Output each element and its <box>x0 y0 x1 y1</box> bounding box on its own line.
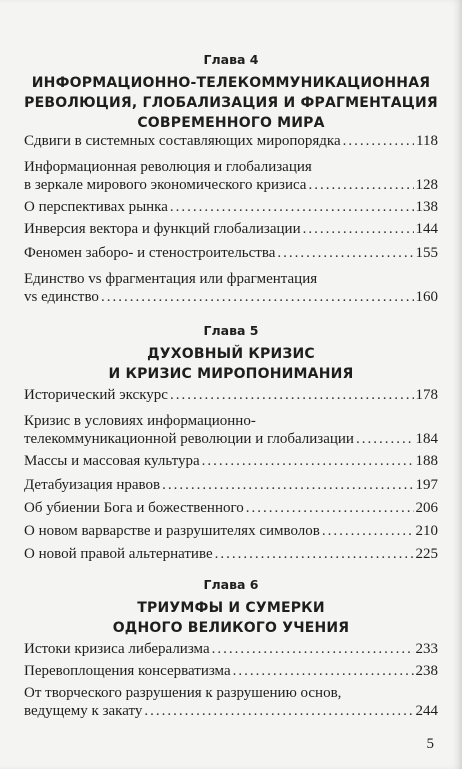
toc-page-number: 188 <box>415 453 438 469</box>
toc-entry-title: Истоки кризиса либерализма <box>24 641 210 657</box>
toc-entry-title: О перспективах рынка <box>24 199 168 215</box>
dot-leader <box>101 288 414 306</box>
toc-entry-title: Массы и массовая культура <box>24 453 200 469</box>
dot-leader <box>233 662 414 680</box>
toc-entry-title-cont: телекоммуникационной революции и глобализации <box>24 431 354 447</box>
toc-page-number: 244 <box>415 703 438 719</box>
dot-leader <box>343 132 414 150</box>
toc-entry-title: От творческого разрушения к разрушению основ, <box>24 685 342 701</box>
chapter-title-line: ТРИУМФЫ И СУМЕРКИ <box>137 600 325 616</box>
toc-entry[interactable] <box>24 662 438 680</box>
chapter-title-line: ИНФОРМАЦИОННО-ТЕЛЕКОММУНИКАЦИОННАЯ <box>31 75 431 91</box>
toc-entry[interactable] <box>24 640 438 658</box>
toc-entry[interactable] <box>24 452 438 470</box>
chapter-5-heading <box>0 323 462 384</box>
dot-leader <box>144 702 413 720</box>
chapter-title-line: И КРИЗИС МИРОПОНИМАНИЯ <box>108 366 354 382</box>
toc-page-number: 206 <box>415 500 438 516</box>
toc-page-number: 197 <box>415 477 438 493</box>
toc-entry[interactable] <box>24 386 438 404</box>
toc-entry-title: Единство vs фрагментация или фрагментация <box>24 271 318 287</box>
toc-entry-title: Кризис в условиях информационно- <box>24 413 256 429</box>
dot-leader <box>202 452 414 470</box>
dot-leader <box>215 545 414 563</box>
toc-entry[interactable] <box>24 158 438 194</box>
toc-page-number: 160 <box>415 289 438 305</box>
toc-entry-title-cont: vs единство <box>24 289 99 305</box>
toc-entry-title: О новом варварстве и разрушителях символов <box>24 523 320 539</box>
toc-entry[interactable] <box>24 684 438 720</box>
toc-entry[interactable] <box>24 476 438 494</box>
toc-entry[interactable] <box>24 270 438 306</box>
toc-entry-title: Исторический экскурс <box>24 387 168 403</box>
toc-entry-title: Об убиении Бога и божественного <box>24 500 244 516</box>
toc-page-number: 128 <box>415 177 438 193</box>
toc-entry[interactable] <box>24 244 438 262</box>
toc-entry[interactable] <box>24 220 438 238</box>
toc-entry[interactable] <box>24 412 438 448</box>
chapter-title-line: ОДНОГО ВЕЛИКОГО УЧЕНИЯ <box>112 620 350 636</box>
toc-entry-title: Перевоплощения консерватизма <box>24 663 231 679</box>
toc-entry[interactable] <box>24 132 438 150</box>
toc-page-number: 210 <box>415 523 438 539</box>
dot-leader <box>277 244 413 262</box>
toc-entry-title: Феномен заборо- и стеностроительства <box>24 245 276 261</box>
dot-leader <box>303 220 414 238</box>
toc-page-number: 144 <box>415 221 438 237</box>
dot-leader <box>170 198 414 216</box>
dot-leader <box>162 476 413 494</box>
chapter-6-heading <box>0 577 462 638</box>
dot-leader <box>170 386 414 404</box>
chapter-number: Глава 4 <box>203 52 259 67</box>
toc-entry-title: Информационная революция и глобализация <box>24 159 312 175</box>
toc-page-number: 118 <box>416 133 438 149</box>
dot-leader <box>246 499 414 517</box>
chapter-number: Глава 5 <box>203 323 259 338</box>
toc-page-number: 225 <box>415 546 438 562</box>
toc-entry[interactable] <box>24 522 438 540</box>
chapter-title-line: РЕВОЛЮЦИЯ, ГЛОБАЛИЗАЦИЯ И ФРАГМЕНТАЦИЯ <box>24 95 438 111</box>
toc-entry-title: Детабуизация нравов <box>24 477 161 493</box>
chapter-title-line: ДУХОВНЫЙ КРИЗИС <box>147 346 315 362</box>
toc-page-number: 178 <box>415 387 438 403</box>
toc-entry[interactable] <box>24 499 438 517</box>
toc-page-number: 138 <box>415 199 438 215</box>
dot-leader <box>308 176 413 194</box>
toc-entry[interactable] <box>24 198 438 216</box>
toc-entry-title: Сдвиги в системных составляющих миропорядка <box>24 133 341 149</box>
toc-page-number: 238 <box>415 663 438 679</box>
toc-page-number: 184 <box>415 431 438 447</box>
dot-leader <box>322 522 414 540</box>
toc-entry-title: О новой правой альтернативе <box>24 546 213 562</box>
toc-entry[interactable] <box>24 545 438 563</box>
chapter-title-line: СОВРЕМЕННОГО МИРА <box>137 115 325 131</box>
toc-page-number: 155 <box>415 245 438 261</box>
toc-entry-title: Инверсия вектора и функций глобализации <box>24 221 301 237</box>
dot-leader <box>212 640 414 658</box>
toc-entry-title-cont: в зеркале мирового экономического кризиса <box>24 177 307 193</box>
chapter-number: Глава 6 <box>203 577 259 592</box>
dot-leader <box>356 430 414 448</box>
toc-page-number: 233 <box>415 641 438 657</box>
page-number: 5 <box>426 736 434 752</box>
chapter-4-heading <box>0 52 462 133</box>
toc-entry-title-cont: ведущему к закату <box>24 703 143 719</box>
